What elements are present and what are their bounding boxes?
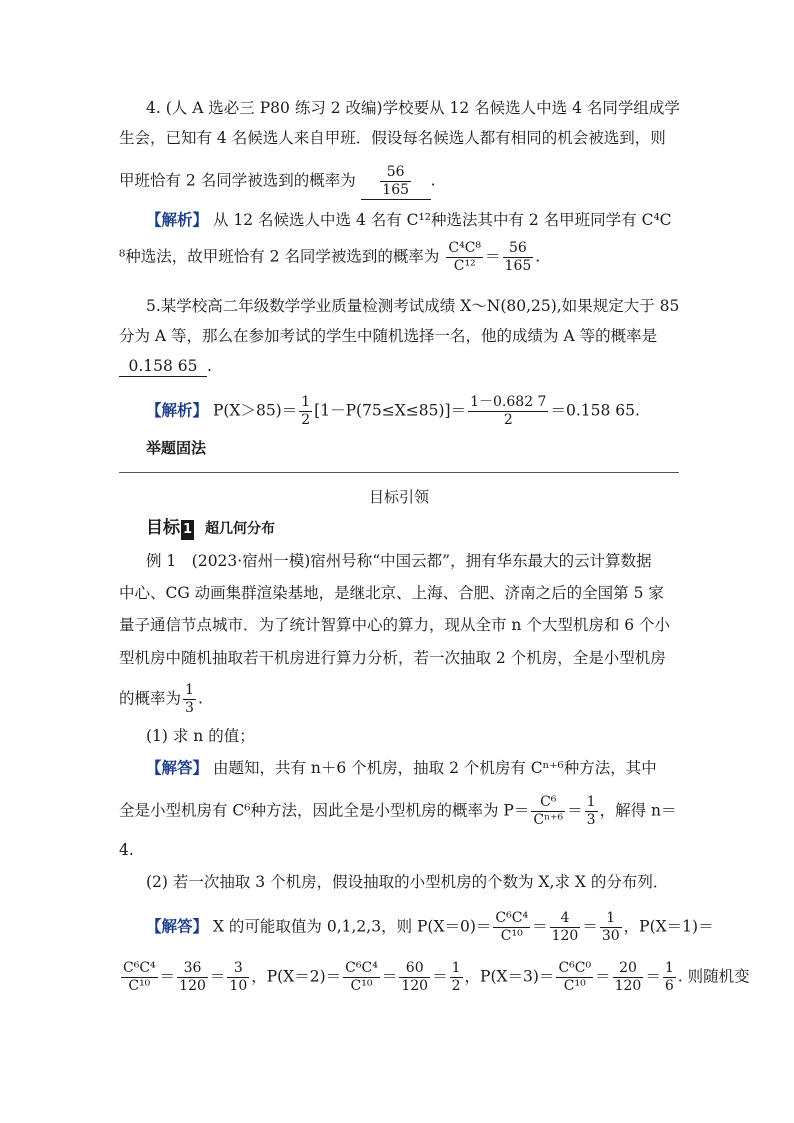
p2-frac-b-num: 60	[399, 960, 430, 978]
example1-prob-den: 3	[185, 700, 194, 716]
p2-frac-b	[399, 960, 430, 995]
p2-frac-c	[450, 960, 463, 995]
q5-half-num: 1	[301, 394, 311, 410]
example1-line3: 量子通信节点城市．为了统计智算中心的算力，现从全市 n 个大型机房和 6 个小	[119, 616, 671, 634]
example1-prob-num: 1	[185, 682, 194, 698]
part1-answer-line3: 4.	[119, 841, 134, 859]
q5-period: .	[207, 357, 212, 375]
q4-analysis-frac2-num: 56	[503, 240, 534, 258]
q4-analysis-frac2-den: 165	[504, 258, 532, 274]
q4-analysis-line1	[146, 210, 672, 230]
q4-period: .	[430, 171, 436, 190]
p3-frac-a-den: C¹⁰	[563, 978, 586, 994]
p0-frac-b-num: 4	[550, 910, 581, 928]
p3-frac-a-num: C⁶C⁰	[558, 960, 592, 976]
q4-analysis-period: .	[535, 247, 541, 266]
part1-answer-text2: 全是小型机房有 C⁶种方法，因此全是小型机房的概率为 P＝	[119, 801, 530, 820]
example1-line2: 中心、CG 动画集群渲染基地，是继北京、上海、合肥、济南之后的全国第 5 家	[119, 584, 664, 602]
part1-question: (1) 求 n 的值；	[146, 727, 255, 745]
answer-tag: 【解答】	[146, 917, 209, 936]
p1-frac-a	[121, 960, 158, 995]
p3-frac-c-den: 6	[664, 978, 674, 994]
part2-answer-line1: 【解答】 X 的可能取值为 0,1,2,3，则 P(X＝0)＝ $\frac{\text{C⁶C⁴}}{\text{C¹⁰}}$ ＝ $\frac{4}{120}$ ＝ $\frac{1}{30}$ ，P(X＝1)＝	[146, 910, 714, 944]
p1-frac-c-num: 3	[227, 960, 249, 978]
p1-frac-a-den: C¹⁰	[128, 978, 151, 994]
p3-frac-a	[556, 960, 593, 995]
q4-answer-den: 165	[382, 182, 410, 198]
p3-frac-b-den: 120	[614, 978, 642, 994]
p1-frac-a-num: C⁶C⁴	[123, 960, 156, 976]
target-number-badge: 1	[181, 520, 194, 540]
part1-eq: ＝	[567, 801, 583, 820]
example1-prob-frac	[183, 682, 196, 717]
q4-analysis-line2	[119, 240, 540, 275]
p2-frac-c-den: 2	[451, 978, 461, 994]
q5-analysis-frac	[468, 394, 548, 429]
p0-frac-a	[493, 910, 530, 945]
part1-answer-line1	[146, 758, 657, 778]
part1-frac	[531, 794, 565, 829]
analysis-tag: 【解析】	[146, 401, 209, 420]
p0-frac-c-num: 1	[600, 910, 622, 928]
example1-line1: 例 1 (2023·宿州一模)宿州号称“中国云都”，拥有华东最大的云计算数据	[146, 552, 652, 570]
q4-analysis-eq: ＝	[485, 247, 501, 266]
target-label: 目标	[146, 518, 180, 538]
part2-answer-line2: $\frac{\text{C⁶C⁴}}{\text{C¹⁰}}$ ＝ $\frac{36}{120}$ ＝ $\frac{3}{10}$ ，P(X＝2)＝ $\frac{\text{C⁶C⁴}}{\text{C¹⁰}}$ ＝ $\frac{60}{120}$ ＝ $\frac{1}{2}$ ，P(X＝3)＝ $\frac{\text{C⁶C⁰}}{\text{C¹⁰}}$ ＝ $\frac{20}{120}$ ＝ $\frac{1}{6}$ . 则随机变	[123, 960, 750, 994]
q5-answer-blank: 0.158 65	[119, 356, 207, 377]
p0-frac-c	[600, 910, 622, 945]
p0-frac-a-num: C⁶C⁴	[495, 910, 529, 926]
q5-frac-den: 2	[503, 412, 513, 428]
q4-analysis-text2: ⁸种选法，故甲班恰有 2 名同学被选到的概率为	[119, 247, 440, 266]
p1-frac-b-den: 120	[179, 978, 206, 994]
q5-analysis-pre: P(X＞85)＝	[212, 401, 298, 420]
p0-frac-c-den: 30	[601, 928, 620, 944]
section-subtitle: 目标引领	[368, 488, 429, 506]
part1-result-frac	[585, 794, 598, 829]
section-heading: 举题固法	[146, 439, 207, 457]
p1-frac-c	[227, 960, 249, 995]
part1-answer-text1: 由题知，共有 n＋6 个机房，抽取 2 个机房有 Cⁿ⁺⁶种方法，其中	[212, 759, 657, 777]
answer-tag: 【解答】	[146, 759, 209, 777]
p1-frac-b	[177, 960, 208, 995]
part2-p3-label: ，P(X＝3)＝	[464, 967, 555, 986]
part1-answer-tail: ，解得 n＝	[599, 801, 677, 820]
q4-line1: 4. (人 A 选必三 P80 练习 2 改编)学校要从 12 名候选人中选 4 名同学组成学	[146, 99, 680, 117]
q4-analysis-frac2	[503, 240, 534, 275]
q5-analysis-line	[146, 394, 640, 429]
q5-analysis-half	[299, 394, 312, 429]
q5-line3	[119, 356, 212, 377]
q4-line2: 生会，已知有 4 名候选人来自甲班．假设每名候选人都有相同的机会被选到，则	[119, 129, 666, 147]
q5-frac-num: 1－0.682 7	[470, 394, 547, 410]
p3-frac-c	[663, 960, 676, 995]
q5-half-den: 2	[301, 412, 311, 428]
target-heading	[146, 518, 275, 540]
part2-answer-text1: X 的可能取值为 0,1,2,3，则 P(X＝0)＝	[212, 917, 492, 936]
q5-line1: 5.某学校高二年级数学学业质量检测考试成绩 X～N(80,25),如果规定大于 85	[146, 297, 680, 315]
q4-answer-blank	[361, 164, 431, 200]
p0-frac-b	[550, 910, 581, 945]
target-title: 超几何分布	[204, 521, 275, 537]
p2-frac-a-den: C¹⁰	[350, 978, 373, 994]
p0-frac-a-den: C¹⁰	[500, 928, 523, 944]
q4-line3-text: 甲班恰有 2 名同学被选到的概率为	[119, 171, 356, 190]
part1-frac-den: Cⁿ⁺⁶	[533, 812, 564, 828]
q4-line3	[119, 164, 436, 200]
p1-frac-b-num: 36	[177, 960, 208, 978]
part1-result-num: 1	[586, 794, 596, 810]
part2-question: (2) 若一次抽取 3 个机房，假设抽取的小型机房的个数为 X,求 X 的分布列．	[146, 873, 669, 891]
q4-analysis-frac1-den: C¹²	[453, 258, 476, 274]
part2-tail: . 则随机变	[677, 967, 750, 986]
q4-analysis-frac1	[446, 240, 483, 275]
part2-p1-label: ，P(X＝1)＝	[623, 917, 714, 936]
q5-analysis-mid: [1－P(75≤X≤85)]＝	[314, 401, 467, 420]
example1-line5	[119, 682, 203, 717]
part2-p2-label: ，P(X＝2)＝	[251, 967, 342, 986]
q5-line2: 分为 A 等，那么在参加考试的学生中随机选择一名，他的成绩为 A 等的概率是	[119, 327, 658, 345]
p3-frac-b	[613, 960, 644, 995]
p2-frac-c-num: 1	[451, 960, 461, 976]
part1-result-den: 3	[586, 812, 596, 828]
p2-frac-a	[343, 960, 380, 995]
example1-line4: 型机房中随机抽取若干机房进行算力分析，若一次抽取 2 个机房，全是小型机房	[119, 649, 666, 667]
part1-answer-line2	[119, 794, 677, 829]
example1-line5-text: 的概率为	[119, 689, 182, 708]
q4-answer-num: 56	[380, 164, 411, 182]
q4-analysis-frac1-num: C⁴C⁸	[448, 240, 482, 256]
p3-frac-c-num: 1	[664, 960, 674, 976]
p1-frac-c-den: 10	[229, 978, 248, 994]
analysis-tag: 【解析】	[146, 211, 209, 229]
p2-frac-b-den: 120	[401, 978, 429, 994]
q4-analysis-text1: 从 12 名候选人中选 4 名有 C¹²种选法其中有 2 名甲班同学有 C⁴C	[212, 211, 672, 229]
p0-frac-b-den: 120	[551, 928, 579, 944]
q5-analysis-post: ＝0.158 65.	[550, 401, 640, 420]
example1-period: .	[197, 689, 203, 708]
p2-frac-a-num: C⁶C⁴	[345, 960, 378, 976]
section-divider	[119, 472, 679, 473]
q4-answer-fraction	[380, 164, 411, 199]
part1-frac-num: C⁶	[531, 794, 565, 812]
p3-frac-b-num: 20	[613, 960, 644, 978]
